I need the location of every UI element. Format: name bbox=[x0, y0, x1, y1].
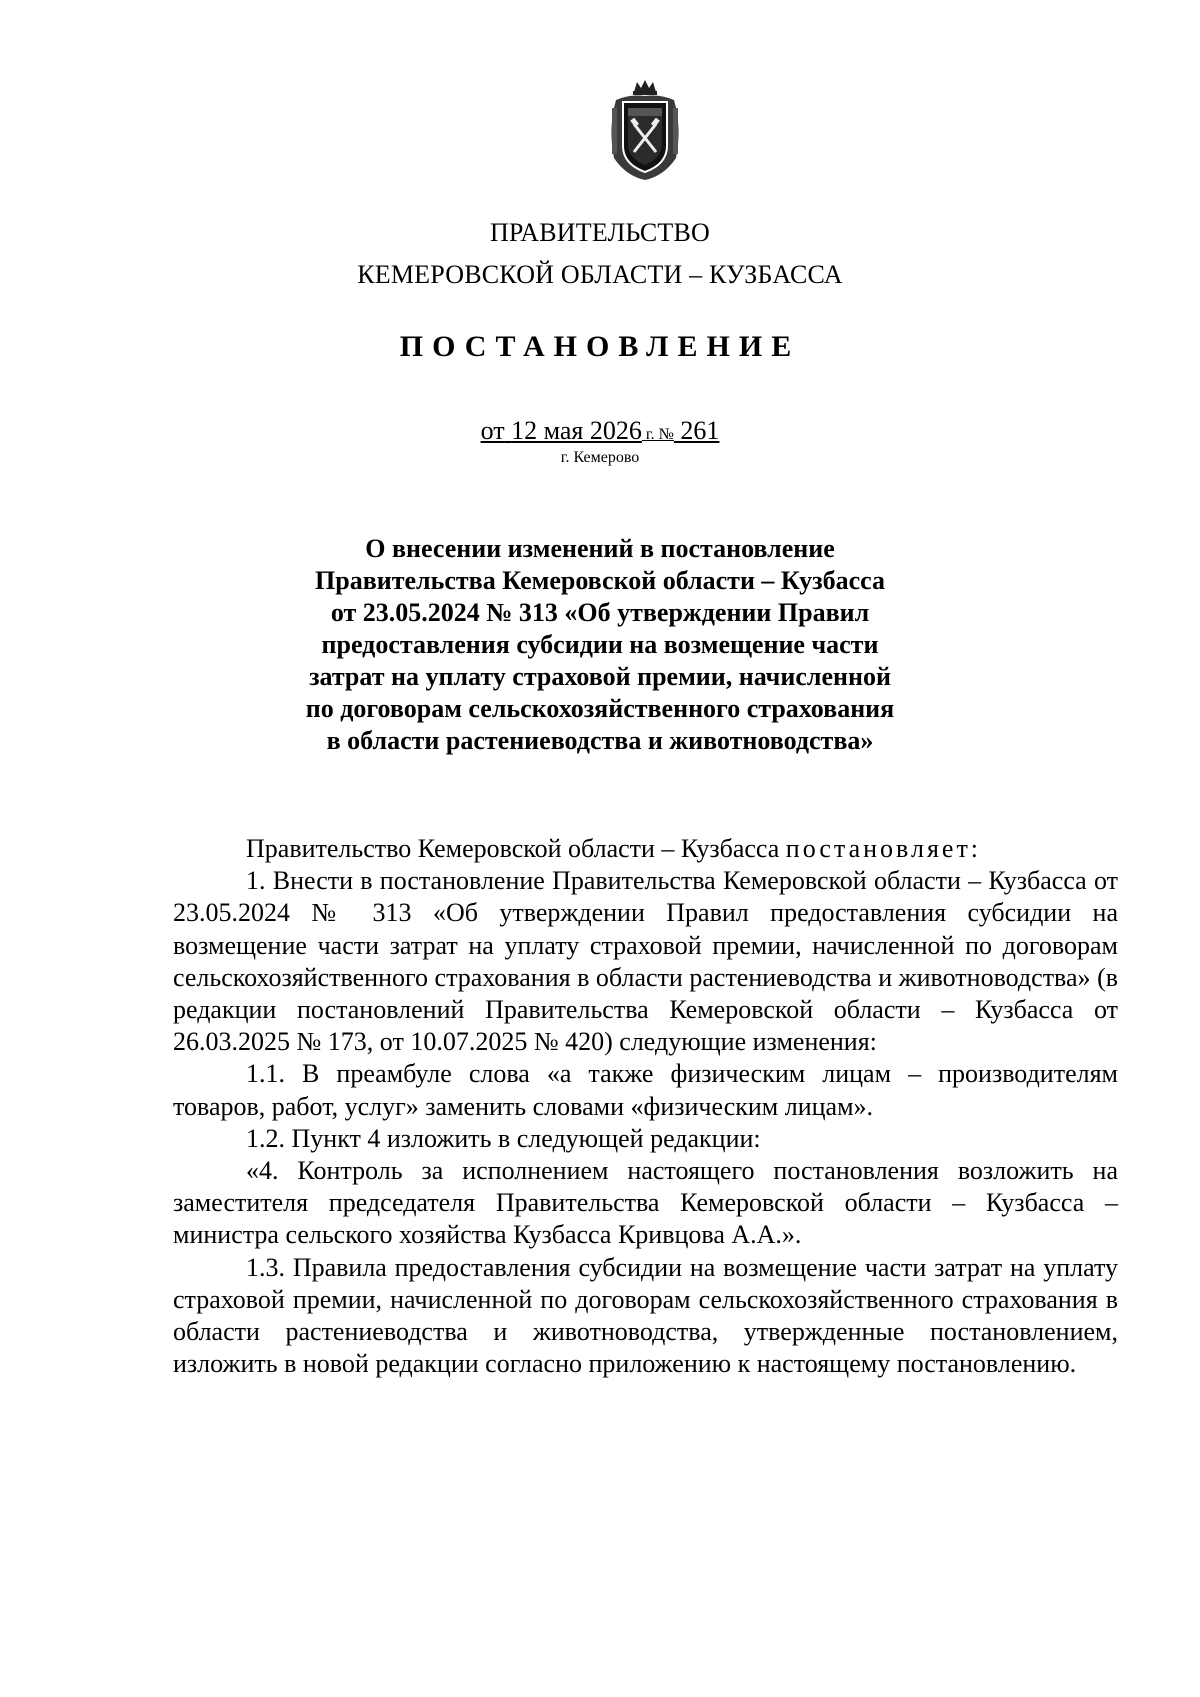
paragraph-1-1: 1.1. В преамбуле слова «а также физическим лицам – производителям товаров, работ, услуг» заменить словами «физическим лицам». bbox=[173, 1059, 1118, 1121]
kuzbass-coat-of-arms-icon bbox=[604, 78, 686, 182]
date-prefix: от bbox=[480, 416, 505, 445]
intro-paragraph bbox=[173, 833, 1118, 865]
number-sign: № bbox=[658, 426, 674, 443]
document-date: 12 мая 2026 bbox=[511, 416, 642, 445]
title-line: Правительства Кемеровской области – Кузбасса bbox=[315, 566, 885, 595]
document-type-title: ПОСТАНОВЛЕНИЕ bbox=[399, 330, 801, 363]
date-number-line bbox=[0, 416, 1200, 446]
year-suffix: г. bbox=[645, 426, 655, 443]
paragraph-1-2-quote: «4. Контроль за исполнением настоящего постановления возложить на заместителя председателя Правительства Кемеровской области – Кузбасса – министра сельского хозяйства Кузбасса Кривцова А.А.». bbox=[173, 1156, 1118, 1250]
document-subject-title bbox=[300, 533, 900, 757]
government-name-line-2: КЕМЕРОВСКОЙ ОБЛАСТИ – КУЗБАССА bbox=[357, 260, 843, 289]
title-line: от 23.05.2024 № 313 «Об утверждении Правил bbox=[330, 598, 870, 627]
paragraph-1: 1. Внести в постановление Правительства Кемеровской области – Кузбасса от 23.05.2024 № 313 «Об утверждении Правил предоставления субсидии на возмещение части затрат на уплату страховой премии, начисленной по договорам сельскохозяйственного страхования в области растениеводства и животноводства» (в редакции постановлений Правительства Кемеровской области – Кузбасса от 26.03.2025 № 173, от 10.07.2025 № 420) следующие изменения: bbox=[173, 866, 1118, 1057]
document-city: г. Кемерово bbox=[560, 449, 640, 466]
title-line: по договорам сельскохозяйственного страхования bbox=[305, 694, 895, 723]
title-line: О внесении изменений в постановление bbox=[365, 534, 835, 563]
document-body bbox=[173, 833, 1118, 1380]
document-number: 261 bbox=[680, 416, 720, 445]
intro-resolves-word: постановляет: bbox=[785, 834, 982, 863]
paragraph-1-3: 1.3. Правила предоставления субсидии на возмещение части затрат на уплату страховой премии, начисленной по договорам сельскохозяйственного страхования в области растениеводства и животноводства, утвержденные постановлением, изложить в новой редакции согласно приложению к настоящему постановлению. bbox=[173, 1252, 1118, 1379]
government-name-line-1: ПРАВИТЕЛЬСТВО bbox=[489, 218, 711, 247]
title-line: затрат на уплату страховой премии, начисленной bbox=[309, 662, 891, 691]
paragraph-1-2: 1.2. Пункт 4 изложить в следующей редакции: bbox=[246, 1123, 761, 1153]
title-line: предоставления субсидии на возмещение части bbox=[321, 630, 879, 659]
title-line: в области растениеводства и животноводства» bbox=[326, 726, 874, 755]
intro-text: Правительство Кемеровской области – Кузбасса bbox=[246, 834, 786, 863]
